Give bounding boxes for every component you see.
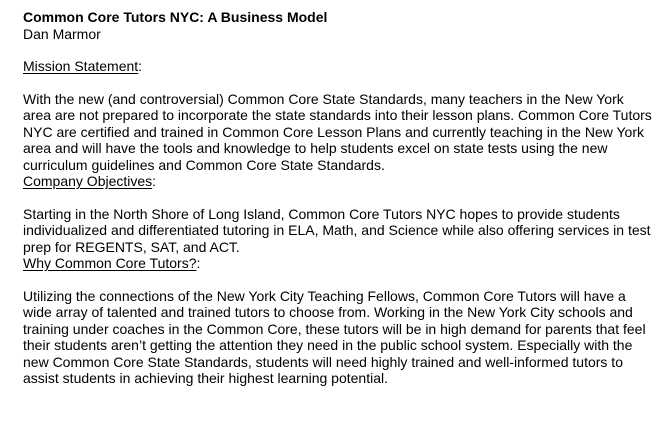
section-why-common-core-tutors	[23, 255, 655, 387]
section-heading-text: Company Objectives	[23, 173, 153, 189]
document-page	[23, 9, 655, 387]
section-heading-colon: :	[196, 255, 201, 271]
document-author: Dan Marmor	[23, 25, 101, 42]
section-heading-colon: :	[138, 58, 143, 74]
section-heading-colon: :	[152, 173, 157, 189]
section-heading	[23, 173, 655, 190]
section-heading-text: Mission Statement	[23, 58, 139, 74]
section-company-objectives	[23, 173, 655, 255]
section-heading	[23, 58, 655, 75]
section-paragraph: With the new (and controversial) Common Core State Standards, many teachers in the New York area are not prepared to incorporate the state standards into their lesson plans. Common Core Tutors NYC are certified and trained in Common Core Lesson Plans and currently teaching in the New York area and will have the tools and knowledge to help students excel on state tests using the new curriculum guidelines and Common Core State Standards.	[23, 90, 652, 173]
section-heading	[23, 255, 655, 272]
section-paragraph: Utilizing the connections of the New York City Teaching Fellows, Common Core Tutors will have a wide array of talented and trained tutors to choose from. Working in the New York City schools and training under coaches in the Common Core, these tutors will be in high demand for parents that feel their students aren’t getting the attention they need in the public school system. Especially with the new Common Core State Standards, students will need highly trained and well-informed tutors to assist students in achieving their highest learning potential.	[23, 287, 646, 386]
section-mission-statement	[23, 58, 655, 173]
section-paragraph: Starting in the North Shore of Long Island, Common Core Tutors NYC hopes to provide students individualized and differentiated tutoring in ELA, Math, and Science while also offering services in test prep for REGENTS, SAT, and ACT.	[23, 205, 651, 255]
section-heading-text: Why Common Core Tutors?	[23, 255, 197, 271]
document-title: Common Core Tutors NYC: A Business Model	[23, 9, 328, 25]
